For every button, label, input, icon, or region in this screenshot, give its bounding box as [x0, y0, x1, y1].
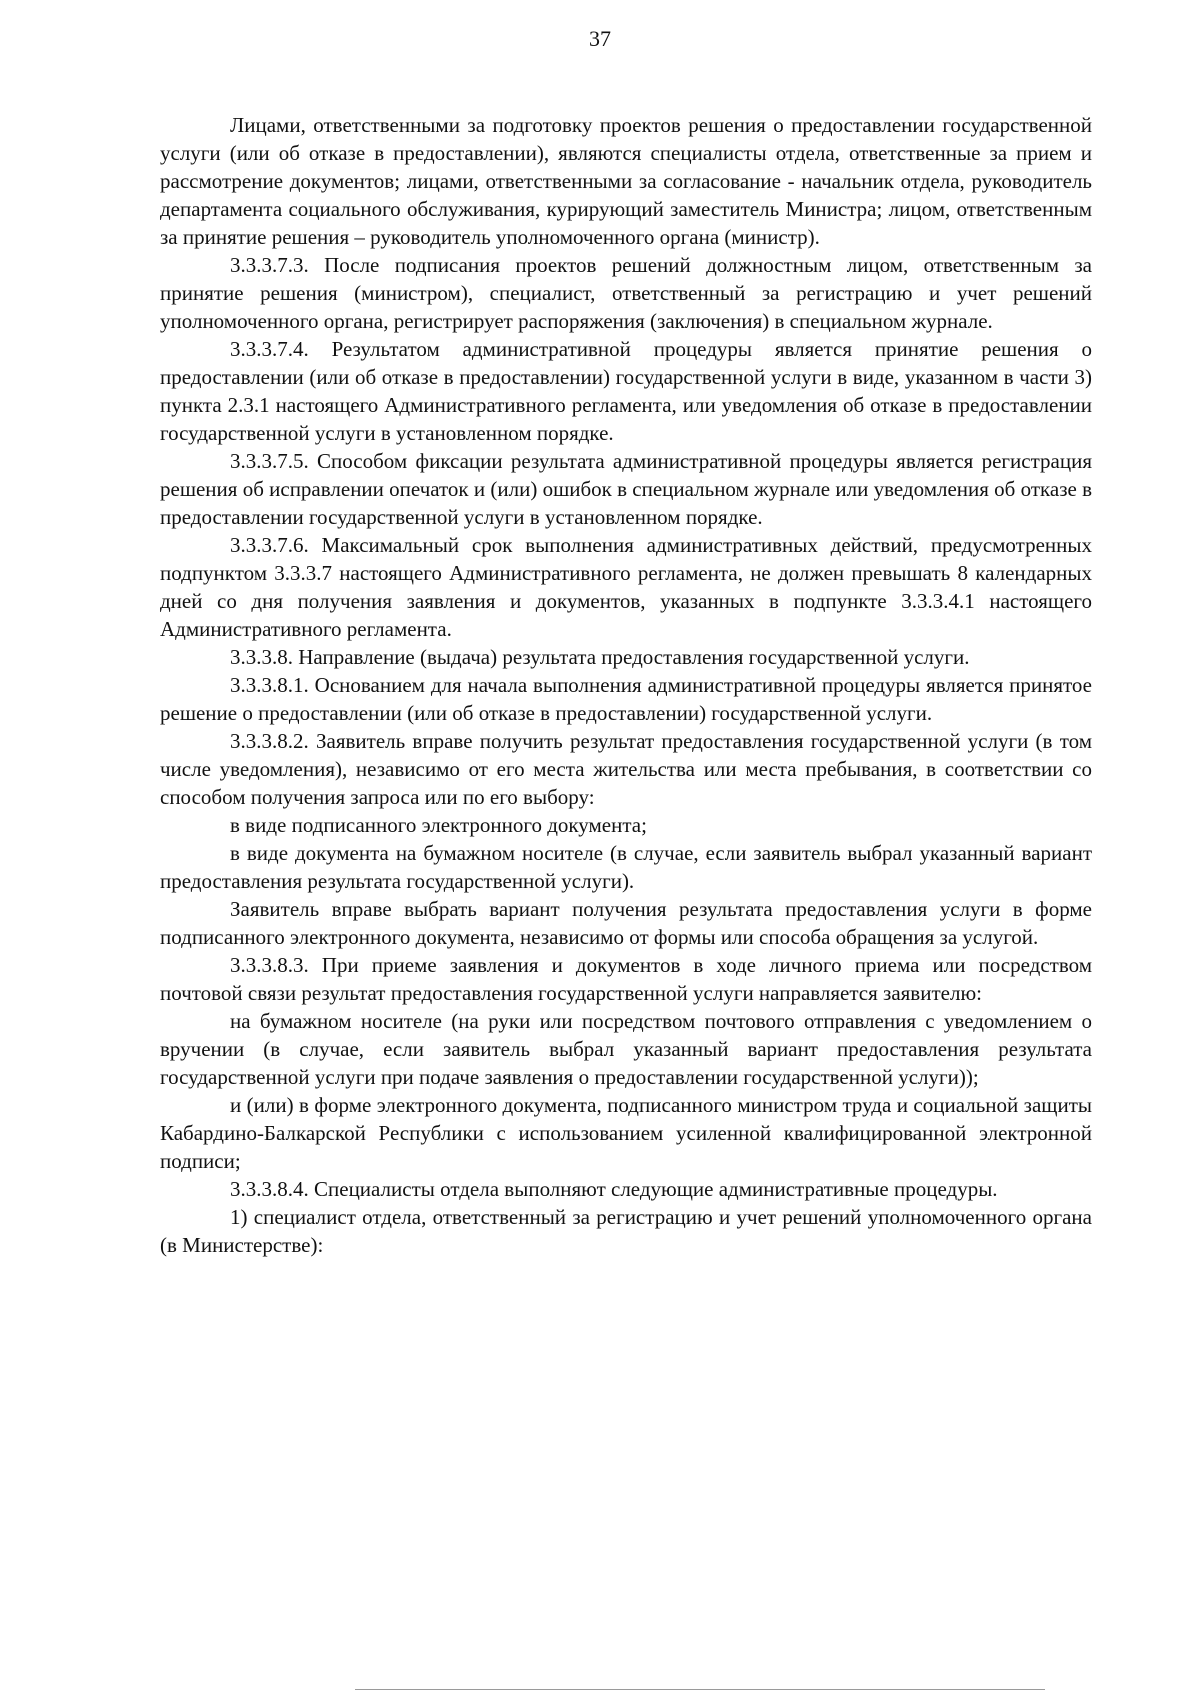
- paragraph-applicant-choice: Заявитель вправе выбрать вариант получения результата предоставления услуги в форме подписанного электронного документа, независимо от формы или способа обращения за услугой.: [160, 897, 1092, 949]
- paragraph-3-3-3-8-3: 3.3.3.8.3. При приеме заявления и документов в ходе личного приема или посредством почтовой связи результат предоставления государственной услуги направляется заявителю:: [160, 953, 1092, 1005]
- document-body: [160, 111, 1092, 1259]
- paragraph-3-3-3-7-4: 3.3.3.7.4. Результатом административной процедуры является принятие решения о предоставлении (или об отказе в предоставлении) государственной услуги в виде, указанном в части 3) пункта 2.3.1 настоящего Административного регламента, или уведомления об отказе в предоставлении государственной услуги в установленном порядке.: [160, 337, 1092, 445]
- paragraph-3-3-3-7-5: 3.3.3.7.5. Способом фиксации результата административной процедуры является регистрация решения об исправлении опечаток и (или) ошибок в специальном журнале или уведомления об отказе в предоставлении государственной услуги в установленном порядке.: [160, 449, 1092, 529]
- paragraph-3-3-3-8-2: 3.3.3.8.2. Заявитель вправе получить результат предоставления государственной услуги (в том числе уведомления), независимо от его места жительства или места пребывания, в соответствии со способом получения запроса или по его выбору:: [160, 729, 1092, 809]
- paragraph-paper-delivery: на бумажном носителе (на руки или посредством почтового отправления с уведомлением о вручении (в случае, если заявитель выбрал указанный вариант предоставления результата государственной услуги при подаче заявления о предоставлении государственной услуги));: [160, 1009, 1092, 1089]
- bottom-edge-line: [355, 1689, 1045, 1690]
- paragraph-registration-specialist: 1) специалист отдела, ответственный за регистрацию и учет решений уполномоченного органа (в Министерстве):: [160, 1205, 1092, 1257]
- paragraph-3-3-3-7-6: 3.3.3.7.6. Максимальный срок выполнения административных действий, предусмотренных подпунктом 3.3.3.7 настоящего Административного регламента, не должен превышать 8 календарных дней со дня получения заявления и документов, указанных в подпункте 3.3.3.4.1 настоящего Административного регламента.: [160, 533, 1092, 641]
- paragraph-3-3-3-8: 3.3.3.8. Направление (выдача) результата предоставления государственной услуги.: [230, 645, 970, 669]
- paragraph-3-3-3-7-3: 3.3.3.7.3. После подписания проектов решений должностным лицом, ответственным за принятие решения (министром), специалист, ответственный за регистрацию и учет решений уполномоченного органа, регистрирует распоряжения (заключения) в специальном журнале.: [160, 253, 1092, 333]
- paragraph-electronic-document-option: в виде подписанного электронного документа;: [230, 813, 647, 837]
- paragraph-responsible-persons: Лицами, ответственными за подготовку проектов решения о предоставлении государственной услуги (или об отказе в предоставлении), являются специалисты отдела, ответственные за прием и рассмотрение документов; лицами, ответственными за согласование - начальник отдела, руководитель департамента социального обслуживания, курирующий заместитель Министра; лицом, ответственным за принятие решения – руководитель уполномоченного органа (министр).: [160, 113, 1092, 249]
- paragraph-3-3-3-8-1: 3.3.3.8.1. Основанием для начала выполнения административной процедуры является принятое решение о предоставлении (или об отказе в предоставлении) государственной услуги.: [160, 673, 1092, 725]
- page-number: 37: [589, 26, 611, 51]
- paragraph-electronic-delivery: и (или) в форме электронного документа, подписанного министром труда и социальной защиты Кабардино-Балкарской Республики с использованием усиленной квалифицированной электронной подписи;: [160, 1093, 1092, 1173]
- paragraph-3-3-3-8-4: 3.3.3.8.4. Специалисты отдела выполняют следующие административные процедуры.: [230, 1177, 998, 1201]
- paragraph-paper-document-option: в виде документа на бумажном носителе (в случае, если заявитель выбрал указанный вариант предоставления результата государственной услуги).: [160, 841, 1092, 893]
